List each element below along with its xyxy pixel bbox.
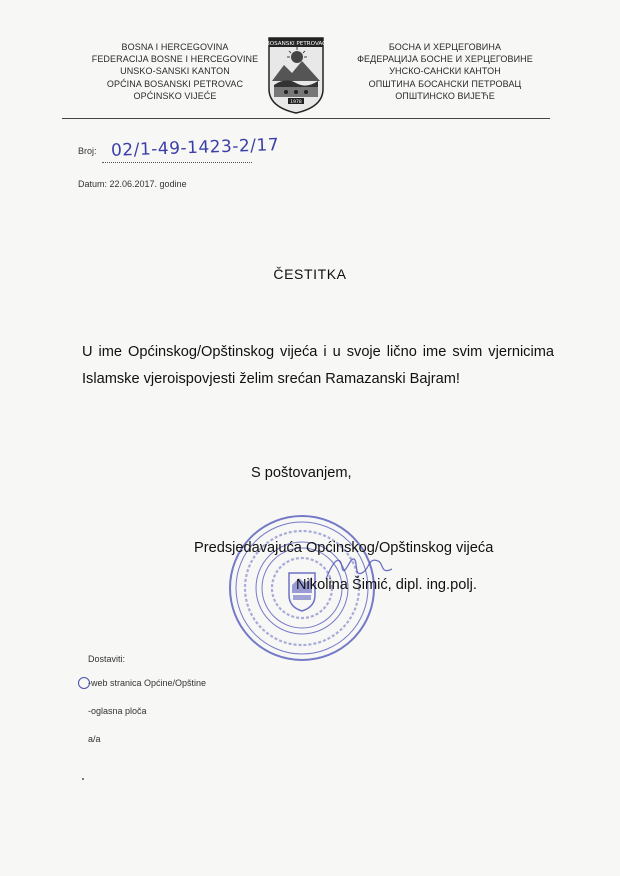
header-latin-line: OPĆINA BOSANSKI PETROVAC [106, 78, 244, 89]
reference-dotted-line [102, 162, 252, 163]
header-cyrillic-line: БОСНА И ХЕРЦЕГОВИНА [388, 42, 502, 52]
distribution-label: Dostaviti: [88, 654, 126, 664]
greeting-body: U ime Općinskog/Opštinskog vijeća i u svoje lično ime svim vjernicima Islamske vjeroispovjesti želim srećan Ramazanski Bajram! [82, 344, 554, 387]
header-latin [70, 41, 280, 102]
header-latin-line: BOSNA I HERCEGOVINA [121, 42, 229, 52]
header-latin-line: FEDERACIJA BOSNE I HERCEGOVINE [91, 54, 259, 65]
header-latin-line: UNSKO-SANSKI KANTON [120, 66, 230, 77]
header-cyrillic-line: УНСКО-САНСКИ КАНТОН [389, 66, 501, 77]
document-title: ČESTITKA [273, 266, 347, 282]
municipality-crest-icon [266, 35, 326, 115]
distribution-item: -web stranica Općine/Opštine [88, 678, 207, 688]
header-cyrillic-line: ОПШТИНСКО ВИЈЕЋЕ [395, 90, 495, 101]
distribution-item: a/a [88, 734, 101, 744]
header-cyrillic-line: ФЕДЕРАЦИЈА БОСНЕ И ХЕРЦЕГОВИНЕ [357, 54, 533, 65]
signatory-name: Nikolina Šimić, dipl. ing.polj. [296, 577, 477, 593]
crest-banner-text: BOSANSKI PETROVAC [266, 41, 326, 47]
document-date: Datum: 22.06.2017. godine [78, 179, 187, 189]
header-cyrillic-line: ОПШТИНА БОСАНСКИ ПЕТРОВАЦ [368, 78, 522, 89]
crest-year: 1978 [290, 100, 302, 105]
stray-dot [82, 778, 84, 780]
signatory-role: Predsjedavajuća Općinskog/Opštinskog vijeća [194, 540, 494, 556]
header-cyrillic [335, 41, 555, 102]
reference-number-handwritten: 02/1-49-1423-2/17 [110, 135, 280, 161]
distribution-item: -oglasna ploča [88, 706, 147, 716]
header-latin-line: OPĆINSKO VIJEĆE [133, 90, 217, 101]
reference-label: Broj: [78, 146, 97, 156]
header-divider [62, 118, 550, 119]
closing-regards: S poštovanjem, [251, 465, 352, 481]
